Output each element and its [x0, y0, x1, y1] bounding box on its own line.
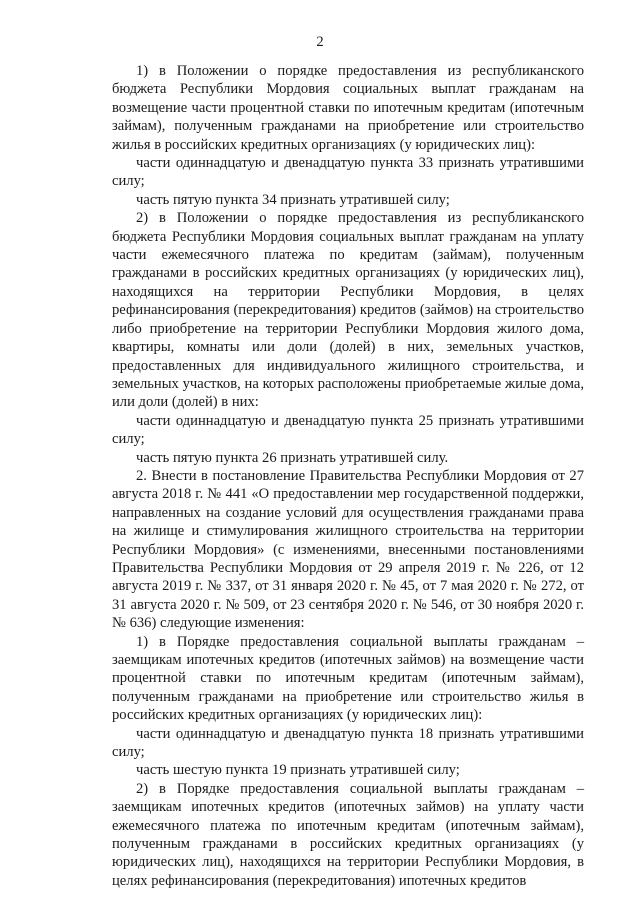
paragraph: 2. Внести в постановление Правительства Республики Мордовия от 27 августа 2018 г. № 441 «О предоставлении мер государственной поддержки, направленных на создание условий для осуществления гражданами права на жилище и стимулирования жилищного строительства на территории Республики Мордовия» (с изменениями, внесенными постановлениями Правительства Республики Мордовия от 29 апреля 2019 г. № 226, от 12 августа 2019 г. № 337, от 31 января 2020 г. № 45, от 7 мая 2020 г. № 272, от 31 августа 2020 г. № 509, от 23 сентября 2020 г. № 546, от 30 ноября 2020 г. № 636) следующие изменения: — [112, 467, 584, 632]
paragraph: часть пятую пункта 34 признать утратившей силу; — [136, 191, 450, 208]
paragraph: 1) в Порядке предоставления социальной выплаты гражданам – заемщикам ипотечных кредитов (ипотечных займов) на возмещение части процентной ставки по ипотечным кредитам (ипотечным займам), полученным гражданами на приобретение или строительство жилья в российских кредитных организациях (у юридических лиц): — [112, 633, 584, 724]
document-body — [112, 62, 584, 890]
paragraph: части одиннадцатую и двенадцатую пункта 18 признать утратившими силу; — [112, 725, 584, 761]
paragraph: 2) в Порядке предоставления социальной выплаты гражданам – заемщикам ипотечных кредитов (ипотечных займов) на уплату части ежемесячного платежа по ипотечным кредитам (ипотечным займам), полученным гражданами в российских кредитных организациях (у юридических лиц), находящихся на территории Республики Мордовия, в целях рефинансирования (перекредитования) ипотечных кредитов — [112, 780, 584, 889]
paragraph: 1) в Положении о порядке предоставления из республиканского бюджета Республики Мордовия социальных выплат гражданам на возмещение части процентной ставки по ипотечным кредитам (ипотечным займам), полученным гражданами на приобретение или строительство жилья в российских кредитных организациях (у юридических лиц): — [112, 63, 584, 153]
paragraph: 2) в Положении о порядке предоставления из республиканского бюджета Республики Мордовия социальных выплат гражданам на уплату части ежемесячного платежа по кредитам (займам), полученным гражданами в российских кредитных организациях (у юридических лиц), находящихся на территории Республики Мордовия, в целях рефинансирования (перекредитования) кредитов (займов) на строительство либо приобретение на территории Республики Мордовия жилого дома, квартиры, комнаты или доли (долей) в них, земельных участков, предоставленных для индивидуального жилищного строительства, и земельных участков, на которых расположены приобретаемые жилые дома, или доли (долей) в них: — [112, 210, 584, 411]
paragraph: части одиннадцатую и двенадцатую пункта 33 признать утратившими силу; — [112, 155, 584, 190]
paragraph: части одиннадцатую и двенадцатую пункта 25 признать утратившими силу; — [112, 412, 584, 448]
paragraph: часть пятую пункта 26 признать утратившей силу. — [136, 449, 449, 466]
paragraph: часть шестую пункта 19 признать утратившей силу; — [136, 762, 460, 779]
page-number: 2 — [316, 34, 324, 50]
